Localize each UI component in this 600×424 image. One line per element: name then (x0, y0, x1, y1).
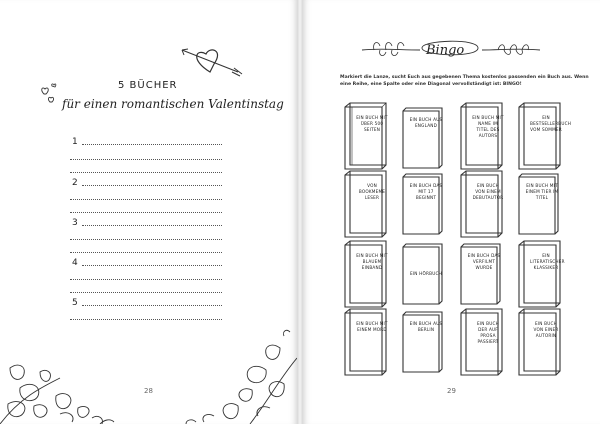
book-label: EIN LITERATISCHER KLASSIKER (530, 253, 565, 270)
bingo-book-6[interactable] (400, 173, 446, 243)
book-label: EIN BUCH MIT ÜBER 500 SEITEN (356, 115, 388, 132)
entry-line[interactable] (70, 252, 222, 253)
book-label: EIN BUCH DAS VERFILMT WURDE (467, 253, 501, 270)
entry-line[interactable] (70, 212, 222, 213)
book-label: EIN BUCH MIT NAME IM TITEL DES AUTORS (472, 115, 504, 138)
book-icon (342, 307, 388, 377)
book-label: EIN BUCH DAS MIT 17 BEGINNT (409, 183, 443, 200)
heading-subtitle: für einen romantischen Valentinstag (62, 97, 284, 111)
entry-number-4: 4 (72, 258, 78, 268)
book-icon (458, 169, 504, 239)
book-label: EIN BUCH VON EINER AUTORIN (533, 321, 559, 338)
book-icon (516, 307, 562, 377)
bingo-book-1[interactable] (342, 101, 388, 171)
entry-line[interactable] (70, 279, 222, 280)
bingo-book-10[interactable] (400, 243, 446, 313)
bingo-book-8[interactable] (516, 173, 562, 243)
entry-number-1: 1 (72, 137, 78, 147)
bingo-book-9[interactable] (342, 239, 388, 309)
bingo-instructions: Markiert die Lanze, sucht Euch aus gegebenen Thema kostenlos passenden ein Buch aus. Wenn eine Reihe, eine Spalte oder eine Diagonal vervollständigt ist: BINGO! (340, 75, 589, 87)
left-page (0, 0, 297, 424)
entry-line[interactable] (82, 185, 222, 186)
book-icon (516, 101, 572, 171)
bingo-book-3[interactable] (458, 101, 504, 171)
book-label: EIN HÖRBUCH (410, 271, 442, 276)
entry-line[interactable] (82, 225, 222, 226)
bingo-book-12[interactable] (516, 239, 565, 309)
entry-number-2: 2 (72, 178, 78, 188)
bingo-book-5[interactable] (342, 169, 388, 239)
book-icon (516, 239, 565, 309)
heart-arrow-icon (178, 42, 246, 82)
entry-line[interactable] (70, 292, 222, 293)
bingo-book-16[interactable] (516, 307, 562, 377)
bingo-book-15[interactable] (458, 307, 504, 377)
book-label: EIN BESTSELLERBUCH VOM SOMMER (530, 115, 572, 132)
entry-number-5: 5 (72, 298, 78, 308)
bingo-title: Bingo (426, 43, 465, 58)
floral-border-icon (0, 318, 297, 424)
book-label: VON BOOKMEME LESER (358, 183, 386, 200)
hearts-icon (38, 82, 60, 104)
entry-line[interactable] (82, 144, 222, 145)
entry-line[interactable] (70, 172, 222, 173)
entry-line[interactable] (70, 199, 222, 200)
page-number: 28 (144, 387, 153, 395)
bingo-book-14[interactable] (400, 311, 446, 381)
bingo-book-4[interactable] (516, 101, 572, 171)
book-label: EIN BUCH MIT EINEM TIER IM TITEL (525, 183, 559, 200)
book-label: EIN BUCH DER AUF PROSA PASSIERT (477, 321, 499, 344)
entry-line[interactable] (70, 239, 222, 240)
entry-line[interactable] (82, 265, 222, 266)
entry-line[interactable] (70, 159, 222, 160)
book-label: EIN BUCH VON EINEM DEBUTAUTOR (472, 183, 504, 200)
book-label: EIN BUCH AUS ENGLAND (409, 117, 443, 128)
book-label: EIN BUCH MIT BLAUEM EINBAND (356, 253, 388, 270)
laurel-right-icon (480, 36, 542, 60)
book-icon (342, 239, 388, 309)
entry-line[interactable] (82, 305, 222, 306)
entry-number-3: 3 (72, 218, 78, 228)
bingo-book-2[interactable] (400, 107, 446, 177)
bingo-book-7[interactable] (458, 169, 504, 239)
book-label: EIN BUCH MIT EINEM MORD (356, 321, 388, 332)
heading-title: 5 BÜCHER (118, 80, 178, 91)
page-number: 29 (447, 387, 456, 395)
bingo-book-11[interactable] (458, 243, 504, 313)
bingo-book-13[interactable] (342, 307, 388, 377)
book-label: EIN BUCH AUS BERLIN (409, 321, 443, 332)
laurel-left-icon (360, 36, 422, 60)
book-icon (342, 101, 388, 171)
book-icon (342, 169, 388, 239)
